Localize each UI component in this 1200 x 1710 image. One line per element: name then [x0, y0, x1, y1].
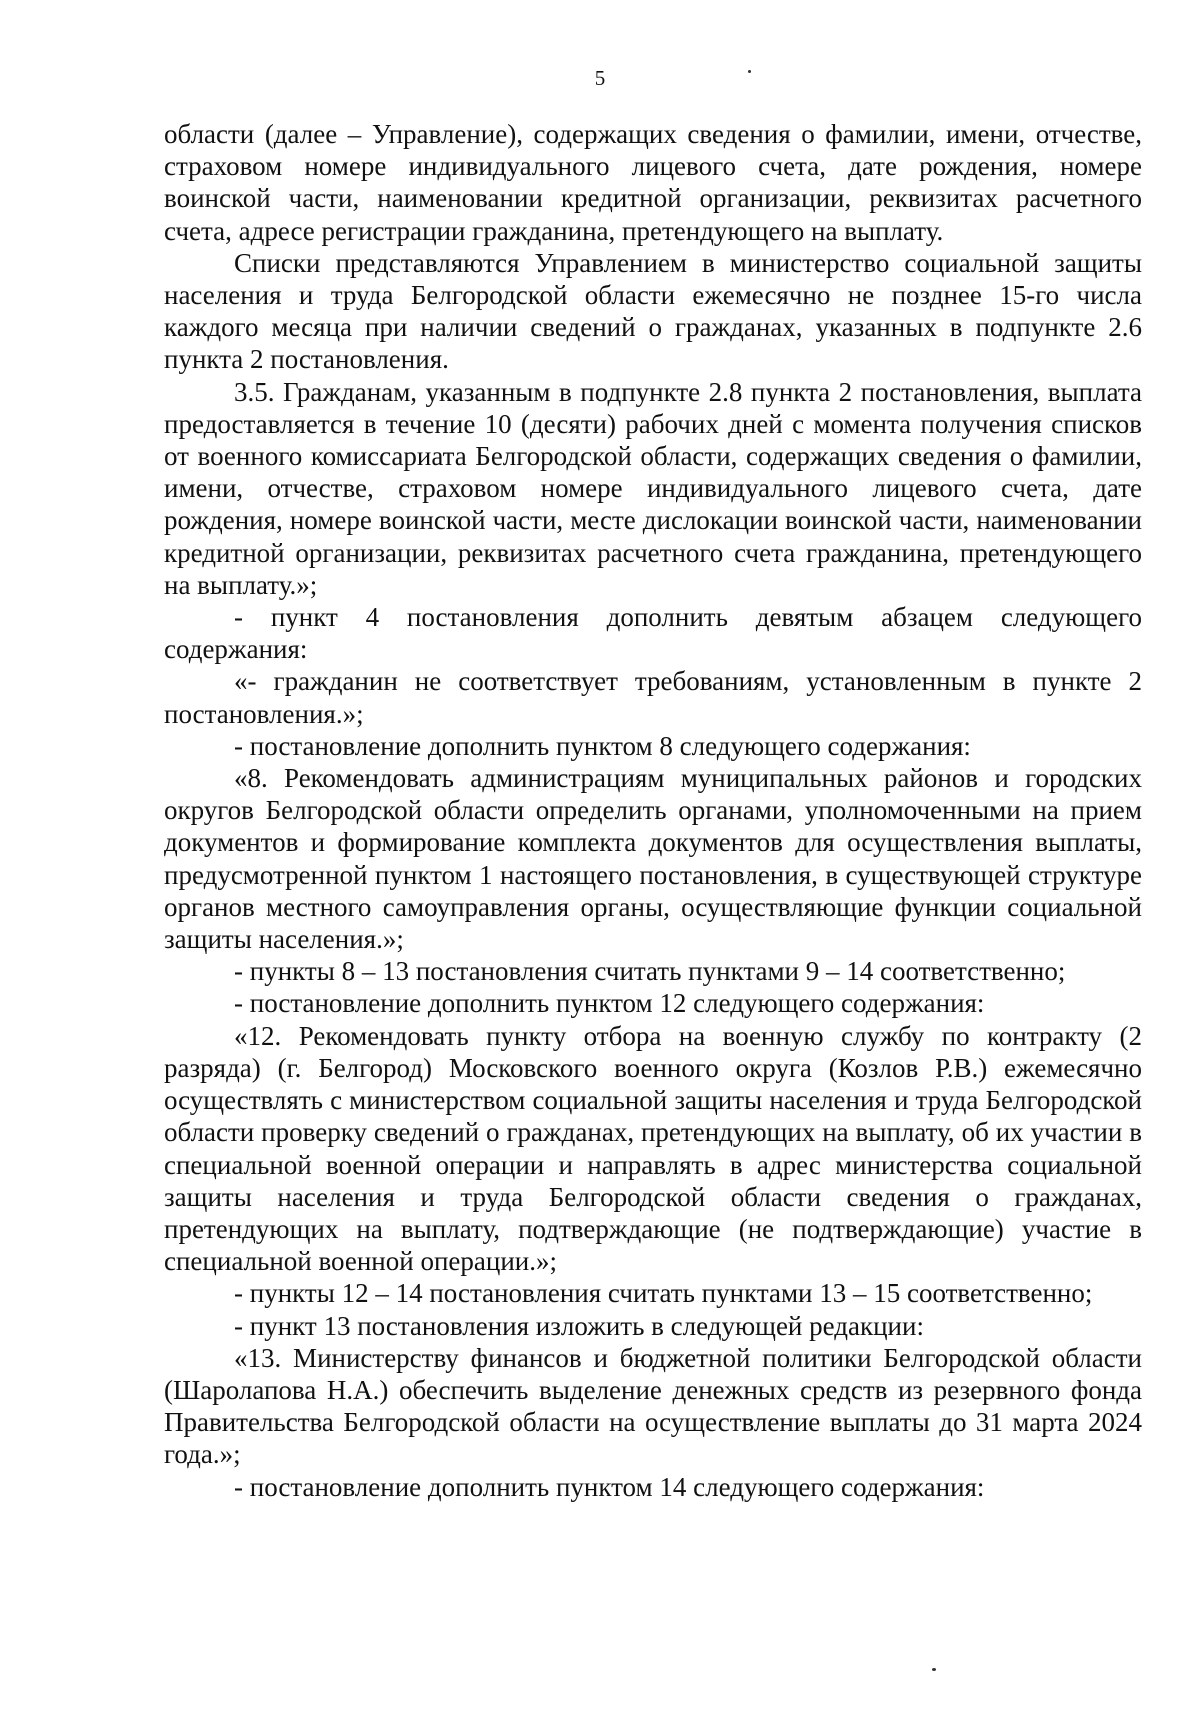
paragraph-lists-submission: Списки представляются Управлением в министерство социальной защиты населения и труда Белгородской области ежемесячно не позднее 15-го числа каждого месяца при наличии сведений о гражданах, указанных в подпункте 2.6 пункта 2 постановления. — [164, 247, 1142, 375]
paragraph-quote-point-12: «12. Рекомендовать пункту отбора на военную службу по контракту (2 разряда) (г. Белгород) Московского военного округа (Козлов Р.В.) ежемесячно осуществлять с министерством социальной защиты населения и труда Белгородской области проверку сведений о гражданах, претендующих на выплату, об их участии в специальной военной операции и направлять в адрес министерства социальной защиты населения и труда Белгородской области сведения о гражданах, претендующих на выплату, подтверждающие (не подтверждающие) участие в специальной военной операции.»; — [164, 1020, 1142, 1277]
paragraph-quote-point-4: «- гражданин не соответствует требованиям, установленным в пункте 2 постановления.»; — [164, 666, 1142, 729]
paragraph-renumber-12-14: - пункты 12 – 14 постановления считать пунктами 13 – 15 соответственно; — [234, 1278, 1093, 1309]
page-number: 5 — [594, 66, 606, 90]
paragraph-amend-point-13: - пункт 13 постановления изложить в следующей редакции: — [234, 1310, 924, 1341]
paragraph-amend-point-4: - пункт 4 постановления дополнить девятым абзацем следующего содержания: — [164, 602, 1142, 665]
paragraph-add-point-12: - постановление дополнить пунктом 12 следующего содержания: — [234, 988, 985, 1019]
document-body — [164, 118, 1142, 1503]
paragraph-renumber-8-13: - пункты 8 – 13 постановления считать пунктами 9 – 14 соответственно; — [234, 956, 1066, 987]
paragraph-add-point-8: - постановление дополнить пунктом 8 следующего содержания: — [234, 730, 971, 761]
scan-speck — [748, 70, 751, 73]
paragraph-add-point-14: - постановление дополнить пунктом 14 следующего содержания: — [234, 1471, 985, 1502]
paragraph-quote-point-8: «8. Рекомендовать администрациям муниципальных районов и городских округов Белгородской области определить органами, уполномоченными на прием документов и формирование комплекта документов для осуществления выплаты, предусмотренной пунктом 1 настоящего постановления, в существующей структуре органов местного самоуправления органы, осуществляющие функции социальной защиты населения.»; — [164, 763, 1142, 955]
scan-speck — [932, 1668, 936, 1671]
paragraph-continuation: области (далее – Управление), содержащих сведения о фамилии, имени, отчестве, страховом номере индивидуального лицевого счета, дате рождения, номере воинской части, наименовании кредитной организации, реквизитах расчетного счета, адресе регистрации гражданина, претендующего на выплату. — [164, 119, 1142, 246]
paragraph-3-5: 3.5. Гражданам, указанным в подпункте 2.8 пункта 2 постановления, выплата предоставляется в течение 10 (десяти) рабочих дней с момента получения списков от военного комиссариата Белгородской области, содержащих сведения о фамилии, имени, отчестве, страховом номере индивидуального лицевого счета, дате рождения, номере воинской части, месте дислокации воинской части, наименовании кредитной организации, реквизитах расчетного счета гражданина, претендующего на выплату.»; — [164, 376, 1142, 600]
paragraph-quote-point-13: «13. Министерству финансов и бюджетной политики Белгородской области (Шаролапова Н.А.) обеспечить выделение денежных средств из резервного фонда Правительства Белгородской области на осуществление выплаты до 31 марта 2024 года.»; — [164, 1342, 1142, 1470]
